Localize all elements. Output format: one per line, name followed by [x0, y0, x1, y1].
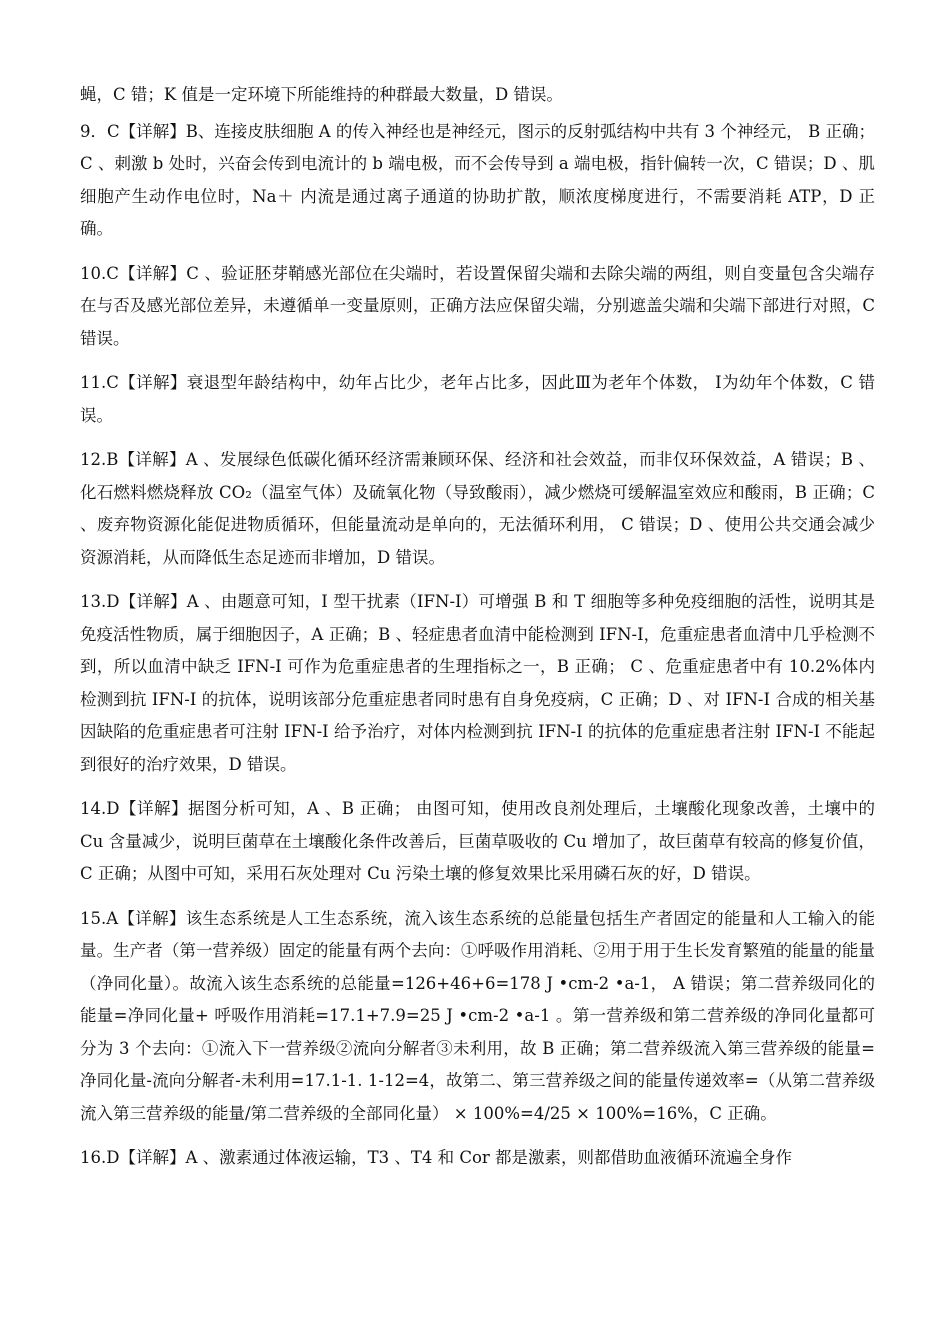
answer-16-explanation: 16.D【详解】A 、激素通过体液运输，T3 、T4 和 Cor 都是激素，则都借助血液循环流遍全身作 [80, 1148, 793, 1167]
answer-12-explanation: 12.B【详解】A 、发展绿色低碳化循环经济需兼顾环保、经济和社会效益，而非仅环保效益，A 错误；B 、化石燃料燃烧释放 CO₂（温室气体）及硫氧化物（导致酸雨），减少燃烧可缓解温室效应和酸雨，B 正确；C 、废弃物资源化能促进物质循环，但能量流动是单向的，无法循环利用， C 错误；D 、使用公共交通会减少资源消耗，从而降低生态足迹而非增加，D 错误。 [80, 450, 875, 567]
paragraph-continued: 蝇，C 错；K 值是一定环境下所能维持的种群最大数量，D 错误。 [80, 85, 563, 104]
answer-10-explanation: 10.C【详解】C 、验证胚芽鞘感光部位在尖端时，若设置保留尖端和去除尖端的两组，则自变量包含尖端存在与否及感光部位差异，未遵循单一变量原则，正确方法应保留尖端，分别遮盖尖端和尖端下部进行对照，C 错误。 [80, 263, 875, 348]
answer-11-explanation: 11.C【详解】衰退型年龄结构中，幼年占比少，老年占比多，因此Ⅲ为老年个体数， Ⅰ为幼年个体数，C 错误。 [80, 373, 875, 425]
answer-14-explanation: 14.D【详解】据图分析可知，A 、B 正确； 由图可知，使用改良剂处理后，土壤酸化现象改善，土壤中的 Cu 含量减少，说明巨菌草在土壤酸化条件改善后，巨菌草吸收的 Cu 增加了，故巨菌草有较高的修复价值，C 正确；从图中可知，采用石灰处理对 Cu 污染土壤的修复效果比采用磷石灰的好，D 错误。 [80, 799, 875, 883]
answer-9-explanation: 9．C【详解】B、连接皮肤细胞 A 的传入神经也是神经元，图示的反射弧结构中共有 3 个神经元， B 正确；C 、刺激 b 处时，兴奋会传到电流计的 b 端电极，而不会传导到 a 端电极，指针偏转一次，C 错误；D 、肌细胞产生动作电位时，Na＋ 内流是通过离子通道的协助扩散，顺浓度梯度进行，不需要消耗 ATP，D 正确。 [80, 121, 875, 238]
answer-explanations [80, 79, 875, 1187]
answer-15-explanation: 15.A【详解】该生态系统是人工生态系统，流入该生态系统的总能量包括生产者固定的能量和人工输入的能量。生产者（第一营养级）固定的能量有两个去向：①呼吸作用消耗、②用于用于生长发育繁殖的能量的能量（净同化量）。故流入该生态系统的总能量=126+46+6=178 J •cm-2 •a-1， A 错误；第二营养级同化的能量=净同化量+ 呼吸作用消耗=17.1+7.9=25 J •cm-2 •a-1 。第一营养级和第二营养级的净同化量都可分为 3 个去向：①流入下一营养级②流向分解者③未利用，故 B 正确；第二营养级流入第三营养级的能量=净同化量-流向分解者-未利用=17.1-1. 1-12=4，故第二、第三营养级之间的能量传递效率=（从第二营养级流入第三营养级的能量/第二营养级的全部同化量） × 100%=4/25 × 100%=16%，C 正确。 [80, 908, 875, 1123]
answer-13-explanation: 13.D【详解】A 、由题意可知，I 型干扰素（IFN-I）可增强 B 和 T 细胞等多种免疫细胞的活性，说明其是免疫活性物质，属于细胞因子，A 正确；B 、轻症患者血清中能检测到 IFN-I，危重症患者血清中几乎检测不到，所以血清中缺乏 IFN-I 可作为危重症患者的生理指标之一，B 正确； C 、危重症患者中有 10.2%体内检测到抗 IFN-I 的抗体，说明该部分危重症患者同时患有自身免疫病，C 正确；D 、对 IFN-I 合成的相关基因缺陷的危重症患者可注射 IFN-I 给予治疗，对体内检测到抗 IFN-I 的抗体的危重症患者注射 IFN-I 不能起到很好的治疗效果，D 错误。 [80, 592, 875, 774]
